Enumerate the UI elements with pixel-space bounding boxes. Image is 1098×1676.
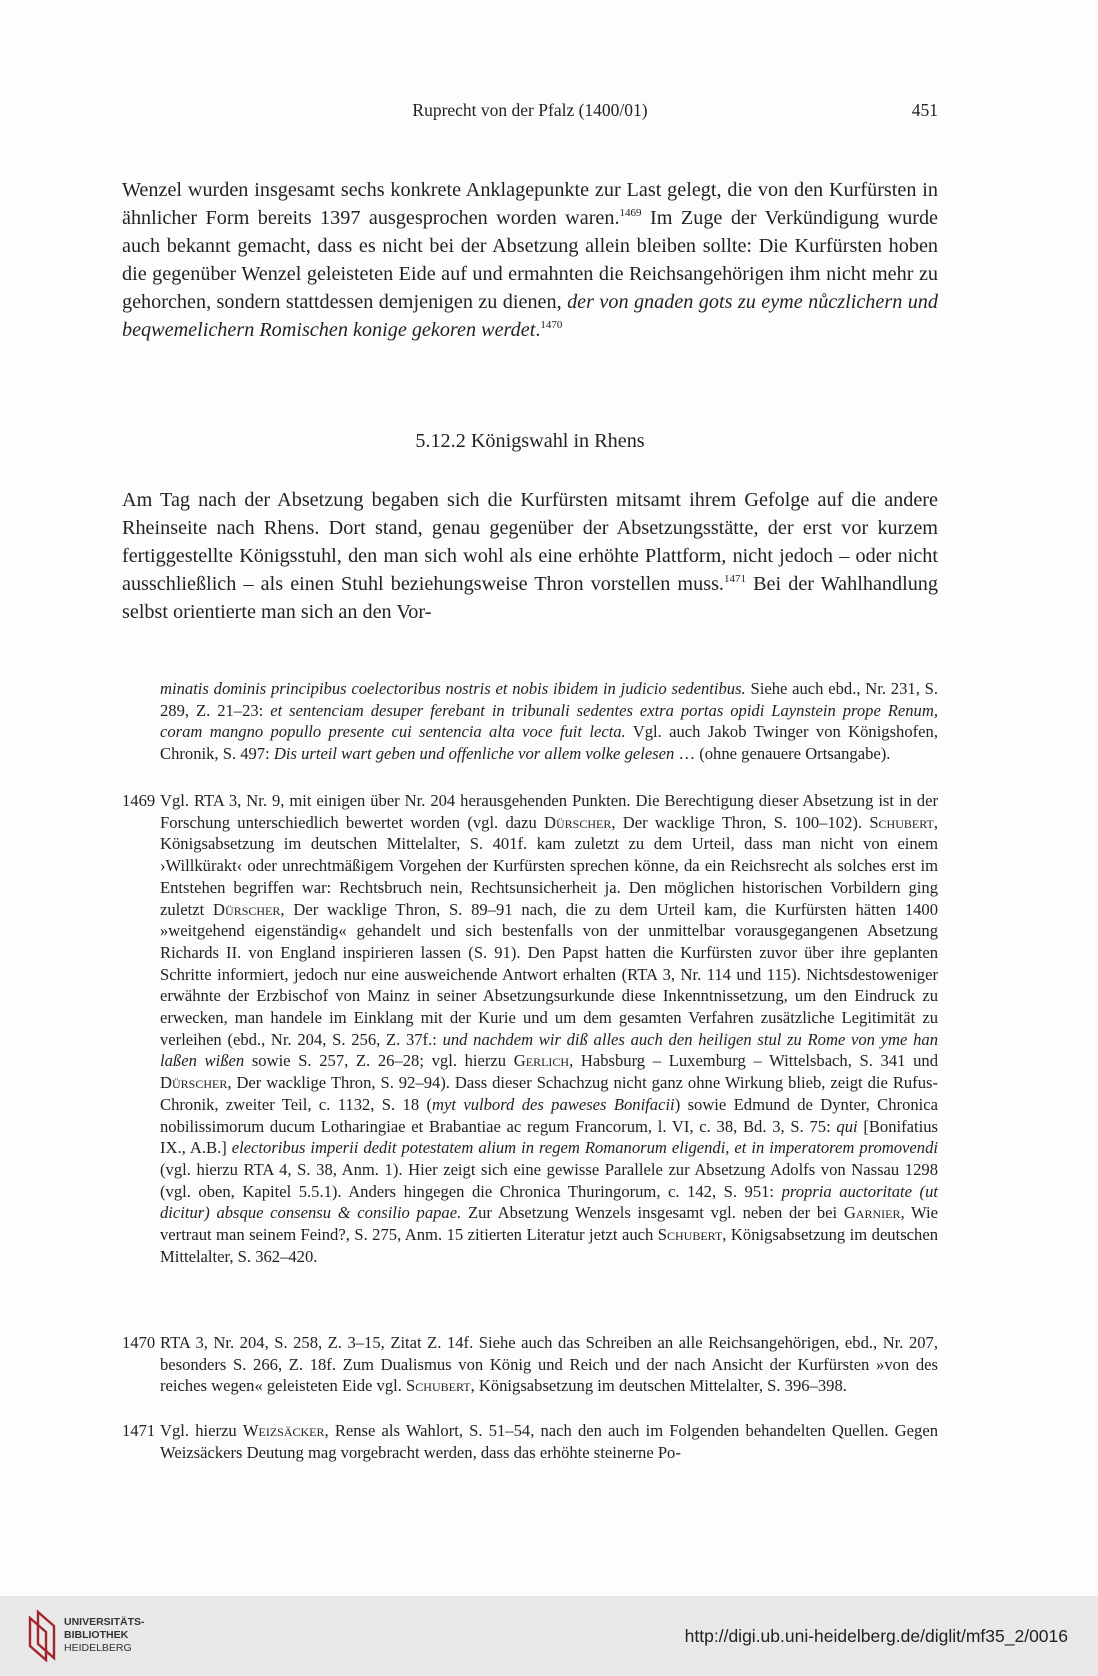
footnote-text: , Rense als Wahlort, S. 51–54, nach den auch im Folgenden behandelten Quellen. Gegen Weizsäckers Deutung mag vorgebracht werden, dass das erhöhte steinerne Po-	[160, 1421, 938, 1462]
footnote-1470	[122, 1332, 938, 1397]
library-name-line: HEIDELBERG	[64, 1642, 132, 1654]
footnote-text: Siehe auch ebd., Nr. 231, S. 289, Z. 21–23:	[160, 679, 938, 720]
page-number: 451	[911, 100, 938, 120]
footnote-body	[160, 1332, 938, 1397]
body-paragraph-2	[122, 486, 938, 626]
footnote-text: , Königsabsetzung im deutschen Mittelalter, S. 396–398.	[470, 1376, 847, 1396]
author-name: Garnier	[843, 1203, 901, 1223]
author-name: Dürscher	[213, 899, 281, 919]
footnote-body	[160, 1420, 938, 1463]
author-name: Dürscher	[160, 1073, 228, 1093]
library-logo-icon	[24, 1608, 60, 1662]
running-title: Ruprecht von der Pfalz (1400/01)	[412, 100, 648, 120]
footnote-text: , Königsabsetzung im deutschen Mittelalter, S. 401f. kam zuletzt zu dem Urteil, dass man nicht von einem ›Willkürakt‹ oder unrechtmäßigem Vorgehen der Kurfürsten sprechen könne, da ein Reichsrecht als solches erst im Entstehen begriffen war: Rechtsbruch nein, Rechtsunsicherheit ja. Den möglichen historischen Vorbildern ging zuletzt	[160, 812, 938, 919]
author-name: Weizsäcker	[242, 1421, 325, 1440]
footnote-text: (vgl. hierzu RTA 4, S. 38, Anm. 1). Hier zeigt sich eine gewisse Parallele zur Absetzung Adolfs von Nassau 1298 (vgl. oben, Kapitel 5.5.1). Anders hingegen die Chronica Thuringorum, c. 142, S. 951:	[160, 1159, 938, 1201]
author-name: Schubert	[657, 1225, 723, 1245]
footnote-text: , Der wacklige Thron, S. 100–102).	[611, 812, 870, 832]
library-name[interactable]	[64, 1616, 145, 1655]
footnote-number: 1470	[122, 1333, 156, 1352]
german-quote: und nachdem wir diß alles auch den heiligen stul zu Rome von yme han laßen wißen	[160, 1029, 938, 1071]
latin-quote: electoribus imperii dedit potestatem alium in regem Romanorum eligendi, et in imperatorem promovendi	[231, 1138, 938, 1158]
footnote-text: Vgl. auch Jakob Twinger von Königshofen, Chronik, S. 497:	[160, 722, 938, 764]
footnote-ref-1469[interactable]: 1469	[619, 207, 642, 219]
latin-quote: propria auctoritate (ut dicitur) absque consensu & consilio papae.	[160, 1181, 938, 1223]
viewer-footer	[0, 1596, 1098, 1676]
author-name: Schubert	[869, 812, 934, 832]
footnote-text: , Habsburg – Luxemburg – Wittelsbach, S. 341 und	[569, 1051, 938, 1071]
running-head	[122, 100, 938, 130]
library-name-line: UNIVERSITÄTS-	[64, 1616, 145, 1628]
footnote-1471	[122, 1420, 938, 1463]
german-quote: myt vulbord des paweses Bonifacii	[432, 1094, 675, 1114]
footnote-text: [Bonifatius IX., A.B.]	[160, 1116, 938, 1158]
section-heading: 5.12.2 Königswahl in Rhens	[415, 430, 645, 452]
footnote-text: Vgl. RTA 3, Nr. 9, mit einigen über Nr. 204 herausgehenden Punkten. Die Berechtigung dieser Absetzung ist in der Forschung unterschiedlich bewertet worden (vgl. dazu	[160, 791, 938, 832]
footnote-text: … (ohne genauere Ortsangabe).	[674, 744, 891, 764]
footnote-text: , Wie vertraut man seinem Feind?, S. 275, Anm. 15 zitierten Literatur jetzt auch	[160, 1203, 938, 1245]
footnote-continuation	[160, 678, 938, 765]
paragraph-text: Am Tag nach der Absetzung begaben sich die Kurfürsten mitsamt ihrem Gefolge auf die andere Rheinseite nach Rhens. Dort stand, genau gegenüber der Absetzungsstätte, der erst vor kurzem fertiggestellte Königsstuhl, den man sich wohl als eine erhöhte Plattform, nicht jedoch – oder nicht ausschließlich – als einen Stuhl beziehungsweise Thron vorstellen muss.	[122, 489, 938, 595]
latin-quote: et sentenciam desuper ferebant in tribunali sedentes extra portas opidi Laynstein prope Renum, coram mangno popullo presente cui sentencia alta voce fuit lecta.	[160, 700, 938, 742]
latin-quote: qui	[836, 1116, 858, 1136]
paragraph-text: Im Zuge der Verkündigung wurde auch bekannt gemacht, dass es nicht bei der Absetzung allein bleiben sollte: Die Kurfürsten hoben die gegenüber Wenzel geleisteten Eide auf und ermahnten die Reichsangehörigen ihm nicht mehr zu gehorchen, sondern stattdessen demjenigen zu dienen,	[122, 207, 938, 313]
footnote-text: ) sowie Edmund de Dynter, Chronica nobilissimorum ducum Lotharingiae et Brabantiae ac regum Francorum, l. VI, c. 38, Bd. 3, S. 75:	[160, 1094, 938, 1136]
footnote-1469	[122, 790, 938, 1267]
paragraph-text: Bei der Wahlhandlung selbst orientierte man sich an den Vor-	[122, 573, 938, 623]
footnote-text: RTA 3, Nr. 204, S. 258, Z. 3–15, Zitat Z. 14f. Siehe auch das Schreiben an alle Reichsangehörigen, ebd., Nr. 207, besonders S. 266, Z. 18f. Zum Dualismus von König und Reich und der nach Ansicht der Kurfürsten »von des reiches wegen« geleisteten Eide vgl.	[160, 1333, 938, 1396]
source-url[interactable]: http://digi.ub.uni-heidelberg.de/diglit/mf35_2/0016	[684, 1626, 1068, 1646]
author-name: Dürscher	[544, 812, 612, 832]
footnote-text: Zur Absetzung Wenzels insgesamt vgl. neben der bei	[461, 1203, 844, 1223]
library-name-line: BIBLIOTHEK	[64, 1629, 129, 1641]
footnote-ref-1471[interactable]: 1471	[723, 573, 746, 585]
footnote-body	[160, 790, 938, 1267]
footnote-number: 1469	[122, 791, 156, 810]
german-quote: Dis urteil wart geben und offenliche vor allem volke gelesen	[273, 744, 675, 764]
footnote-ref-1470[interactable]: 1470	[540, 319, 563, 331]
footnote-number: 1471	[122, 1421, 156, 1440]
paragraph-text: Wenzel wurden insgesamt sechs konkrete Anklagepunkte zur Last gelegt, die von den Kurfürsten in ähnlicher Form bereits 1397 ausgesprochen worden waren.	[122, 179, 938, 229]
footnote-text: , Königsabsetzung im deutschen Mittelalter, S. 362–420.	[160, 1225, 938, 1266]
paragraph-text: .	[535, 319, 541, 341]
footnote-text: , Der wacklige Thron, S. 92–94). Dass dieser Schachzug nicht ganz ohne Wirkung blieb, zeigt die Rufus-Chronik, zweiter Teil, c. 1132, S. 18 (	[160, 1073, 938, 1114]
latin-quote: minatis dominis principibus coelectoribus nostris et nobis ibidem in judicio sedentibus.	[160, 679, 746, 698]
quotation: der von gnaden gots zu eyme nůczlichern und beqwemelichern Romischen konige gekoren werdet	[122, 291, 938, 341]
author-name: Gerlich	[513, 1051, 570, 1071]
footnote-text: , Der wacklige Thron, S. 89–91 nach, die zu dem Urteil kam, die Kurfürsten hätten 1400 »weitgehend eigenständig« gehandelt und sich bestenfalls von der unmittelbar vorausgegangenen Absetzung Richards II. von England inspirieren lassen (S. 91). Den Papst hatten die Kurfürsten zuvor über ihre geplanten Schritte informiert, jedoch nur eine ausweichende Antwort erhalten (RTA 3, Nr. 114 und 115). Nichtsdestoweniger erwähnte der Erzbischof von Mainz in seiner Absetzungsurkunde diese Inkenntnissetzung, um den Eindruck zu erwecken, man handele im Einklang mit der Kurie und um dem gesamten Verfahren zusätzliche Legitimität zu verleihen (ebd., Nr. 204, S. 256, Z. 37f.:	[160, 899, 939, 1049]
footnote-text: Vgl. hierzu	[160, 1421, 243, 1440]
body-paragraph-1	[122, 176, 938, 344]
footnote-text: sowie S. 257, Z. 26–28; vgl. hierzu	[244, 1051, 514, 1071]
author-name: Schubert	[406, 1376, 471, 1396]
